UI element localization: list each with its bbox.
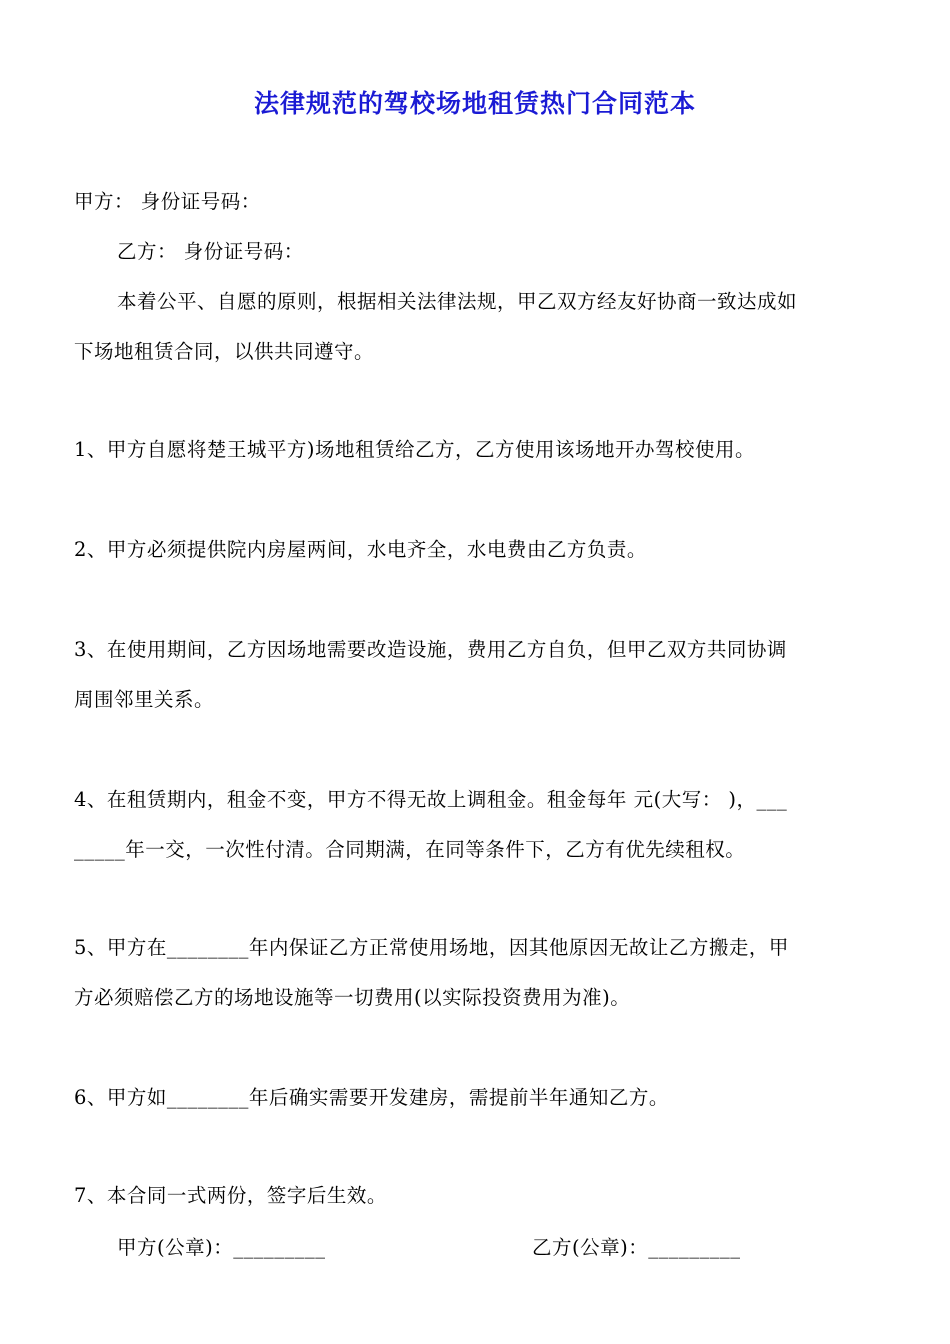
clause-3-line-1: 3、在使用期间，乙方因场地需要改造设施，费用乙方自负，但甲乙双方共同协调 [74,638,787,661]
clause-4-line-1: 4、在租赁期内，租金不变，甲方不得无故上调租金。租金每年 元(大写： )，___ [74,788,788,811]
clause-5-line-2: 方必须赔偿乙方的场地设施等一切费用(以实际投资费用为准)。 [74,986,631,1009]
clause-4-line-2: _____年一交，一次性付清。合同期满，在同等条件下，乙方有优先续租权。 [74,838,746,861]
clause-3-line-2: 周围邻里关系。 [74,688,215,711]
clause-1: 1、甲方自愿将楚王城平方)场地租赁给乙方，乙方使用该场地开办驾校使用。 [74,438,756,461]
clause-5-line-1: 5、甲方在________年内保证乙方正常使用场地，因其他原因无故让乙方搬走，甲 [74,936,789,959]
preamble-line-1: 本着公平、自愿的原则，根据相关法律法规，甲乙双方经友好协商一致达成如 [117,290,798,313]
party-b-line: 乙方： 身份证号码： [117,240,304,263]
clause-7: 7、本合同一式两份，签字后生效。 [74,1184,387,1207]
document-title: 法律规范的驾校场地租赁热门合同范本 [253,89,696,118]
signature-party-b: 乙方(公章)：_________ [532,1236,741,1259]
clause-2: 2、甲方必须提供院内房屋两间，水电齐全，水电费由乙方负责。 [74,538,647,561]
party-a-line: 甲方： 身份证号码： [74,190,261,213]
preamble-line-2: 下场地租赁合同，以供共同遵守。 [74,340,375,363]
clause-6: 6、甲方如________年后确实需要开发建房，需提前半年通知乙方。 [74,1086,669,1109]
signature-party-a: 甲方(公章)：_________ [117,1236,326,1259]
